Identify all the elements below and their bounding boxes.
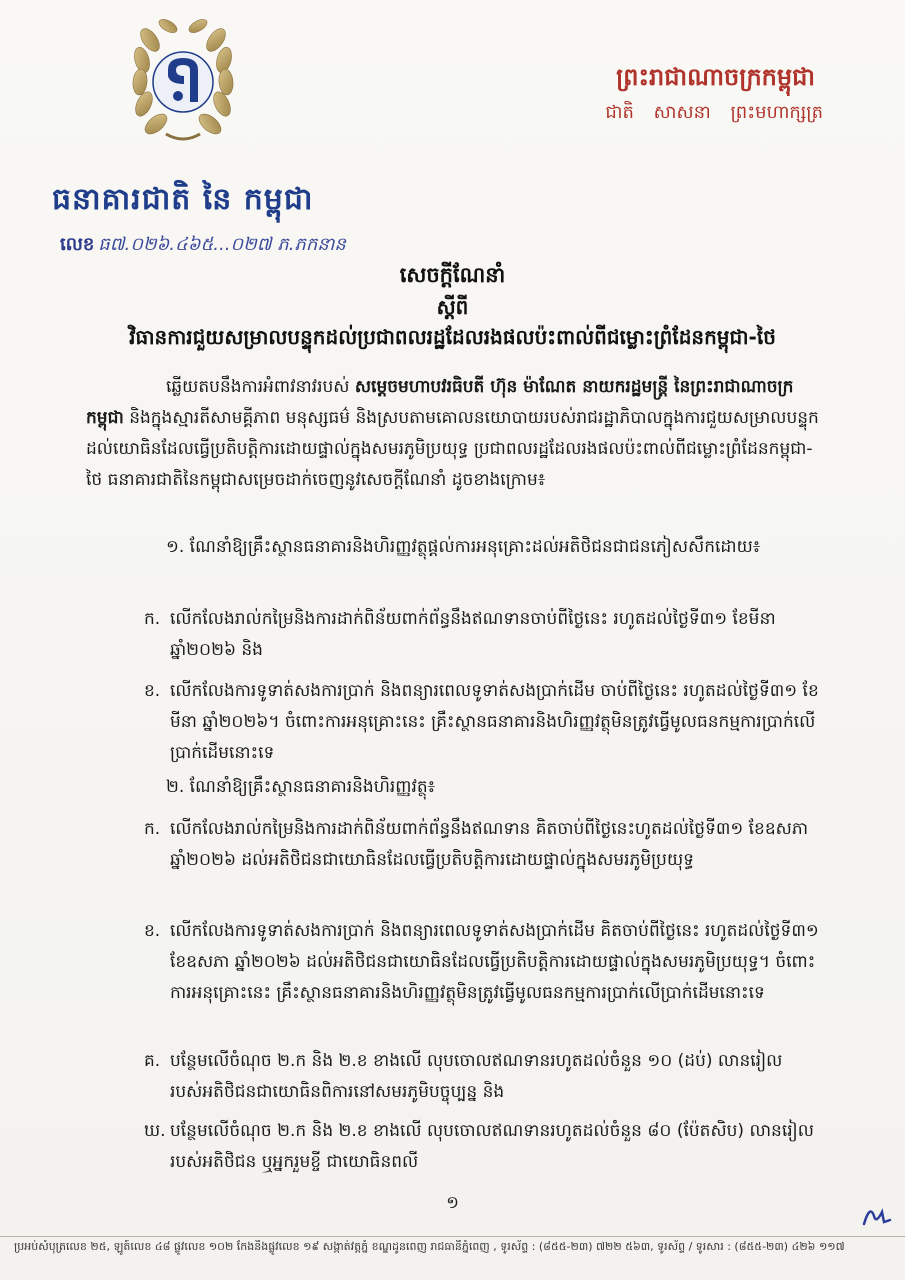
bank-name: ធនាគារជាតិ នៃ កម្ពុជា: [52, 182, 314, 217]
directive-item-1b: [144, 676, 820, 769]
item-marker: ខ.: [144, 681, 161, 701]
intro-text-end: និងក្នុងស្មារតីសាមគ្គីភាព មនុស្សធម៌ និងស្របតាមគោលនយោបាយរបស់រាជរដ្ឋាភិបាលក្នុងការជួយសម្រាលបន្ទុកដល់យោធិនដែលធ្វើប្រតិបត្តិការដោយផ្ទាល់ក្នុងសមរភូមិប្រយុទ្ធ ប្រជាពលរដ្ឋដែលរងផលប៉ះពាល់ពីជម្លោះព្រំដែនកម្ពុជា-ថៃ ធនាគារជាតិនៃកម្ពុជាសម្រេចដាក់ចេញនូវសេចក្តីណែនាំ ដូចខាងក្រោម៖: [86, 408, 819, 490]
intro-text-start: ឆ្លើយតបនឹងការអំពាវនាវរបស់: [166, 377, 350, 397]
handwritten-initial-icon: [860, 1198, 894, 1232]
directive-item-1: ១. ណែនាំឱ្យគ្រឹះស្ថានធនាគារនិងហិរញ្ញវត្ថុផ្តល់ការអនុគ្រោះដល់អតិថិជនជាជនភៀសសឹកដោយ៖: [166, 537, 761, 557]
item-text: លើកលែងរាល់កម្រៃនិងការដាក់ពិន័យពាក់ព័ន្ធនឹងឥណទានចាប់ពីថ្ងៃនេះ រហូតដល់ថ្ងៃទី៣១ ខែមីនា ឆ្នាំ២០២៦ និង: [170, 609, 776, 660]
item-marker: ឃ.: [144, 1121, 166, 1141]
document-subtitle-on: ស្តីពី: [436, 295, 469, 319]
national-motto: ជាតិ សាសនា ព្រះមហាក្សត្រ: [605, 102, 823, 123]
item-text: លើកលែងការទូទាត់សងការប្រាក់ និងពន្យារពេលទូទាត់សងប្រាក់ដើម ចាប់ពីថ្ងៃនេះ រហូតដល់ថ្ងៃទី៣១ ខែមីនា ឆ្នាំ២០២៦។ ចំពោះការអនុគ្រោះនេះ គ្រឹះស្ថានធនាគារនិងហិរញ្ញវត្ថុមិនត្រូវធ្វើមូលធនកម្មការប្រាក់លើប្រាក់ដើមនោះទេ: [170, 681, 819, 763]
footer-divider: [0, 1236, 905, 1237]
directive-item-1a: [144, 604, 820, 666]
item-marker: ក.: [144, 609, 161, 629]
reference-number: [60, 232, 346, 259]
kingdom-heading: ព្រះរាជាណាចក្រកម្ពុជា: [616, 63, 815, 91]
item-text: លើកលែងរាល់កម្រៃនិងការដាក់ពិន័យពាក់ព័ន្ធនឹងឥណទាន គិតចាប់ពីថ្ងៃនេះហូតដល់ថ្ងៃទី៣១ ខែឧសភា ឆ្នាំ២០២៦ ដល់អតិថិជនជាយោធិនដែលធ្វើប្រតិបត្តិការដោយផ្ទាល់ក្នុងសមរភូមិប្រយុទ្ធ: [170, 819, 809, 870]
reference-prefix: លេខ: [60, 234, 95, 255]
document-subject: វិធានការជួយសម្រាលបន្ទុកដល់ប្រជាពលរដ្ឋដែលរងផលប៉ះពាល់ពីជម្លោះព្រំដែនកម្ពុជា-ថៃ: [129, 325, 776, 349]
directive-item-2b: [144, 916, 820, 1009]
item-text: បន្ថែមលើចំណុច ២.ក និង ២.ខ ខាងលើ លុបចោលឥណទានរហូតដល់ចំនួន ៨០ (ប៉ែតសិប) លានរៀល របស់អតិថិជន ឬអ្នករួមខ្ចី ជាយោធិនពលី: [170, 1121, 814, 1172]
directive-item-2: ២. ណែនាំឱ្យគ្រឹះស្ថានធនាគារនិងហិរញ្ញវត្ថុ៖: [166, 777, 436, 797]
document-title: សេចក្តីណែនាំ: [399, 263, 506, 287]
page-number: ១: [446, 1193, 459, 1213]
intro-paragraph: [86, 372, 826, 496]
reference-value: ធ៧.០២៦.៤៦៥...០២៧ ភ.ភកនាន: [98, 234, 346, 255]
item-text: លើកលែងការទូទាត់សងការប្រាក់ និងពន្យារពេលទូទាត់សងប្រាក់ដើម គិតចាប់ពីថ្ងៃនេះ រហូតដល់ថ្ងៃទី៣១ ខែឧសភា ឆ្នាំ២០២៦ ដល់អតិថិជនជាយោធិនដែលធ្វើប្រតិបត្តិការដោយផ្ទាល់ក្នុងសមរភូមិប្រយុទ្ធ។ ចំពោះការអនុគ្រោះនេះ គ្រឹះស្ថានធនាគារនិងហិរញ្ញវត្ថុមិនត្រូវធ្វើមូលធនកម្មការប្រាក់លើប្រាក់ដើមនោះទេ: [170, 921, 819, 1003]
item-marker: ខ.: [144, 921, 161, 941]
item-marker: គ.: [144, 1051, 161, 1071]
footer-address: ប្រអប់សំបុត្រលេខ ២៥, ឡូត៍លេខ ៤៨ ផ្លូវលេខ ១០២ កែងនឹងផ្លូវលេខ ១៩ សង្កាត់វត្តភ្នំ ខណ្ឌដូនពេញ រាជធានីភ្នំពេញ , ទូរស័ព្ទ : (៨៥៥-២៣) ៧២២ ៥៦៣, ទូរស័ព្ទ / ទូរសារ : (៨៥៥-២៣) ៤២៦ ១១៧: [14, 1240, 845, 1253]
item-marker: ក.: [144, 819, 161, 839]
national-bank-emblem-icon: [128, 10, 238, 150]
directive-item-2d: [144, 1116, 820, 1178]
directive-item-2c: [144, 1046, 820, 1108]
item-text: បន្ថែមលើចំណុច ២.ក និង ២.ខ ខាងលើ លុបចោលឥណទានរហូតដល់ចំនួន ១០ (ដប់) លានរៀល របស់អតិថិជនជាយោធិនពិការនៅសមរភូមិបច្ចុប្បន្ន និង: [170, 1051, 783, 1102]
intro-text-bold: សម្តេចមហាបវរធិបតី ហ៊ុន ម៉ាណែត នាយករដ្ឋមន្ត្រី នៃព្រះរាជាណាចក្រកម្ពុជា: [86, 377, 794, 428]
directive-item-2a: [144, 814, 820, 876]
